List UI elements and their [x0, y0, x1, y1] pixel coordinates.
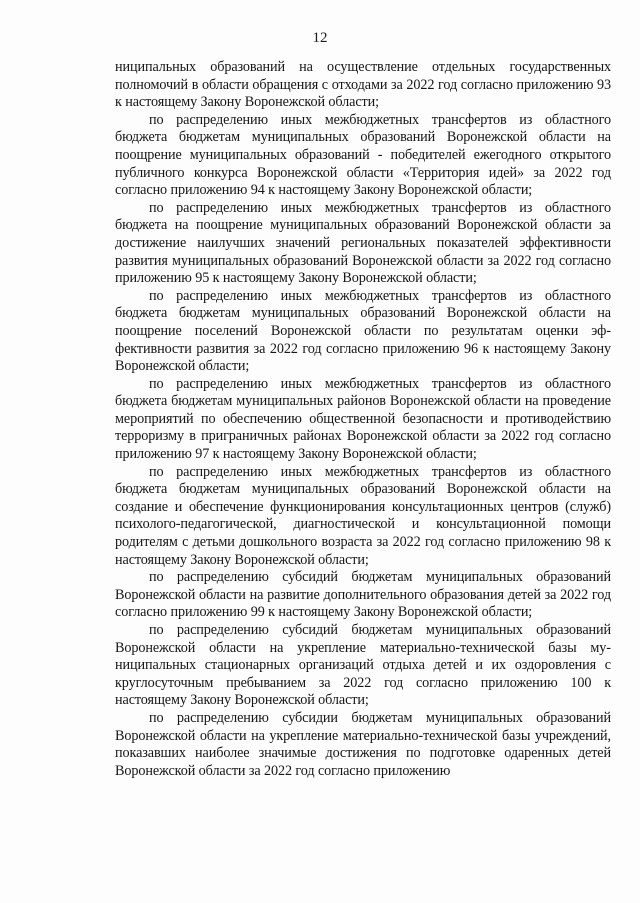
- paragraph: по распределению субсидии бюджетам муниципальных образований Воронежской области на укрепление материально-технической базы учреждений, показавших наиболее значимые достижения по подготовке одаренных детей Воронежской области за 2022 год согласно приложению: [115, 709, 611, 779]
- paragraph: по распределению иных межбюджетных трансфертов из областного бюджета бюджетам муниципальных образований Воронежской области на поощрение поселений Воронежской области по результатам оценки эффективности развития за 2022 год согласно приложению 96 к настоящему Закону Воронежской области;: [115, 287, 611, 375]
- page-number: 12: [312, 30, 328, 46]
- paragraph: по распределению субсидий бюджетам муниципальных образований Воронежской области на укрепление материально-технической базы муниципальных стационарных организаций отдыха детей и их оздоровления с круглосуточным пребыванием за 2022 год согласно приложению 100 к настоящему Закону Воронежской области;: [115, 622, 611, 709]
- paragraph: по распределению иных межбюджетных трансфертов из областного бюджета бюджетам муниципальных районов Воронежской области на проведение мероприятий по обеспечению общественной безопасности и противодействию терроризму в приграничных районах Воронежской области за 2022 год согласно приложению 97 к настоящему Закону Воронежской области;: [115, 375, 611, 463]
- paragraph: ниципальных образований на осуществление отдельных государственных полномочий в области обращения с отходами за 2022 год согласно приложению 93 к настоящему Закону Воронежской области;: [115, 59, 611, 111]
- paragraph: по распределению иных межбюджетных трансфертов из областного бюджета бюджетам муниципальных образований Воронежской области на поощрение муниципальных образований - победителей ежегодного открытого публичного конкурса Воронежской области «Территория идей» за 2022 год согласно приложению 94 к настоящему Закону Воронежской области;: [115, 111, 611, 199]
- document-body: [115, 59, 611, 780]
- paragraph: по распределению субсидий бюджетам муниципальных образований Воронежской области на развитие дополнительного образования детей за 2022 год согласно приложению 99 к настоящему Закону Воронежской области;: [115, 569, 611, 621]
- paragraph: по распределению иных межбюджетных трансфертов из областного бюджета на поощрение муниципальных образований Воронежской области за достижение наилучших значений региональных показателей эффективности развития муниципальных образований Воронежской области за 2022 год согласно приложению 95 к настоящему Закону Воронежской области;: [115, 199, 611, 287]
- paragraph: по распределению иных межбюджетных трансфертов из областного бюджета бюджетам муниципальных образований Воронежской области на создание и обеспечение функционирования консультационных центров (служб) психолого-педагогической, диагностической и консультационной помощи родителям с детьми дошкольного возраста за 2022 год согласно приложению 98 к настоящему Закону Воронежской области;: [115, 463, 611, 568]
